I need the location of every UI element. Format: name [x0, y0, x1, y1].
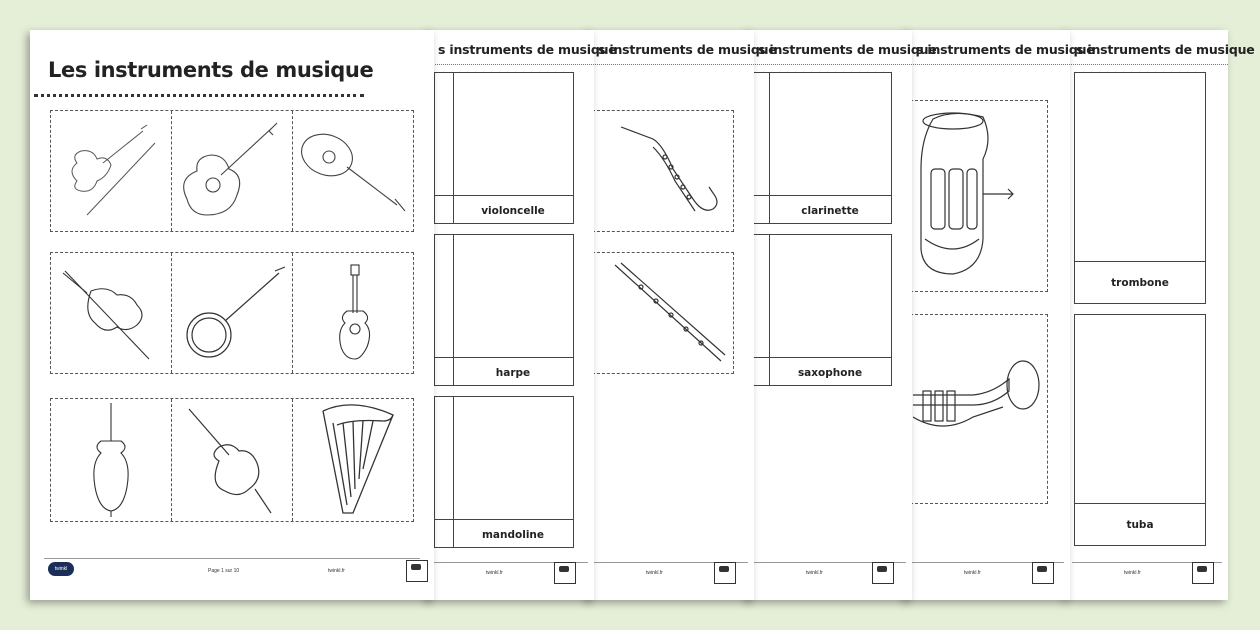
worksheet-page-5 [906, 30, 1095, 600]
badge-icon [872, 562, 894, 584]
picture-card-flute [592, 252, 734, 374]
picture-row-2 [50, 252, 414, 374]
word-card-violoncelle [434, 72, 574, 224]
card-label: harpe [495, 367, 531, 379]
page-header: s instruments de musique [916, 42, 1095, 57]
word-card-mandoline [434, 396, 574, 548]
page-number: Page 1 sur 10 [208, 568, 240, 574]
badge-icon [714, 562, 736, 584]
footer-url: twinkl.fr [646, 570, 663, 576]
page-header: s instruments de musique [438, 42, 617, 57]
violin-with-bow-icon [57, 263, 167, 367]
card-label: violoncelle [481, 205, 545, 217]
picture-card-tuba [910, 100, 1048, 292]
footer-url: twinkl.fr [964, 570, 981, 576]
twinkl-logo: twinkl [48, 562, 74, 576]
word-card-trombone [1074, 72, 1206, 304]
card-label: saxophone [797, 367, 863, 379]
worksheet-page-1 [30, 30, 434, 600]
card-label: mandoline [481, 529, 545, 541]
worksheet-page-3 [588, 30, 777, 600]
mandolin-icon [297, 119, 409, 223]
worksheet-page-4 [748, 30, 937, 600]
picture-card-trumpet [910, 314, 1048, 504]
page-header: s instruments de musique [598, 42, 777, 57]
card-label: trombone [1111, 277, 1169, 289]
footer-url: twinkl.fr [328, 568, 345, 574]
card-label: clarinette [801, 205, 859, 217]
card-label: tuba [1126, 519, 1154, 531]
worksheet-page-2 [428, 30, 617, 600]
word-card-tuba [1074, 314, 1206, 546]
badge-icon [406, 560, 428, 582]
guitar-icon [177, 119, 287, 223]
page-header: s instruments de musique [1076, 42, 1255, 57]
picture-row-1 [50, 110, 414, 232]
flute-icon [611, 261, 726, 366]
trumpet-icon [913, 355, 1043, 455]
cello-icon [179, 405, 289, 517]
tuba-icon [913, 109, 1023, 279]
badge-icon [1192, 562, 1214, 584]
title-underline [34, 94, 364, 97]
harp-icon [313, 401, 403, 519]
badge-icon [1032, 562, 1054, 584]
page-header: s instruments de musique [758, 42, 937, 57]
banjo-icon [179, 263, 289, 367]
footer-url: twinkl.fr [1124, 570, 1141, 576]
badge-icon [554, 562, 576, 584]
worksheet-page-6 [1066, 30, 1255, 600]
double-bass-icon [87, 401, 137, 519]
footer-url: twinkl.fr [486, 570, 503, 576]
saxophone-icon [613, 119, 723, 224]
word-card-saxophone [752, 234, 892, 386]
ukulele-icon [331, 263, 381, 367]
word-card-clarinette [752, 72, 892, 224]
picture-row-3 [50, 398, 414, 522]
page-title: Les instruments de musique [48, 58, 374, 82]
word-card-harpe [434, 234, 574, 386]
picture-card-saxophone [592, 110, 734, 232]
footer-url: twinkl.fr [806, 570, 823, 576]
violin-icon [57, 121, 165, 221]
